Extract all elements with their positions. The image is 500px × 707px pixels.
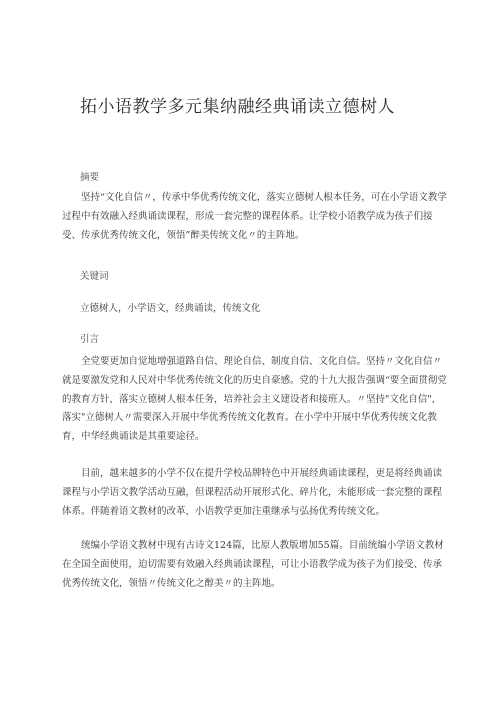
intro-heading: 引言 <box>80 334 100 345</box>
document-title: 拓小语教学多元集纳融经典诵读立德树人 <box>80 97 395 117</box>
intro-paragraph-1: 全党要更加自觉地增强道路自信、理论自信、制度自信、文化自信。坚持〃文化自信〃就是要激发党和人民对中华优秀传统文化的历史自豪感。党的十九大报告强调“要全面贯彻党的教育方针，落实立德树人根本任务，培养社会主义建设者和接班人。〃坚持"文化自信"，落实"立德树人〃需要深入开展中华优秀传统文化教育。在小学中开展中华优秀传统文化教育，中华经典诵读是其重要途径。 <box>62 356 447 443</box>
abstract-paragraph: 坚持“文化自信〃，传承中华优秀传统文化，落实立德树人根本任务，可在小学语文教学过程中有效融入经典诵读课程，形成一套完整的课程体系。让学校小语教学成为孩子们接受、传承优秀传统文化，领悟”醉美传统文化〃的主阵地。 <box>62 192 447 241</box>
abstract-heading: 摘要 <box>80 172 100 183</box>
keywords-text: 立德树人，小学语文，经典诵读，传统文化 <box>80 303 261 314</box>
intro-paragraph-2: 目前，越来越多的小学不仅在提升学校品牌特色中开展经典诵读课程，更是将经典诵读课程与小学语文教学活动互融，但课程活动开展形式化、碎片化，未能形成一套完整的课程体系。伴随着语文教材的改革，小语教学更加注重继承与弘扬优秀传统文化。 <box>62 468 443 517</box>
intro-paragraph-3: 统编小学语文教材中现有古诗文124篇，比原人教版增加55篇。目前统编小学语文教材在全国全面使用，迫切需要有效融入经典诵读课程，可让小语教学成为孩子为们接受、传承优秀传统文化，领悟〃传统文化之醇美〃的主阵地。 <box>62 540 444 589</box>
keywords-heading: 关键词 <box>80 271 109 282</box>
